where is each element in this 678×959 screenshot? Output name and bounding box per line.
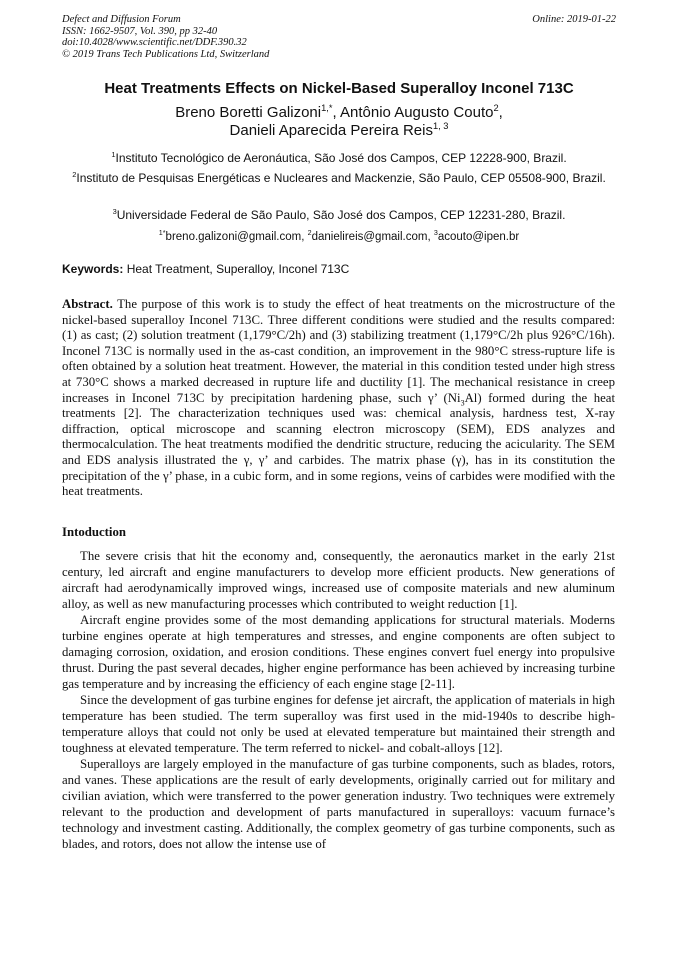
affiliation — [40, 207, 638, 223]
author-sup: 2 — [493, 103, 499, 113]
keywords-text: Heat Treatment, Superalloy, Inconel 713C — [123, 262, 350, 276]
paragraph: Superalloys are largely employed in the manufacture of gas turbine components, such as blades, rotors, and vanes. These applications are the result of early developments, originally carried out for military and civilian aviation, which were transferred to the power generation industry. Two techniques were extremely relevant to the production and development of parts manufactured in superalloys: vacuum furnace’s technology and investment casting. Additionally, the complex geometry of gas turbine components, such as blades, and rotors, does not allow the intense use of — [62, 757, 615, 851]
aff-sup: 3 — [112, 207, 117, 216]
journal-header — [62, 14, 269, 60]
author-sup: 1,* — [321, 103, 333, 113]
email: danielireis@gmail.com, — [311, 231, 434, 243]
aff-text: Instituto de Pesquisas Energéticas e Nucleares and Mackenzie, São Paulo, CEP 05508-900, Brazil. — [76, 171, 606, 185]
separator: , — [332, 104, 340, 121]
abstract — [62, 297, 615, 500]
author-list — [40, 104, 638, 140]
author: Breno Boretti Galizoni — [175, 104, 322, 121]
email-sup: 1* — [158, 229, 166, 238]
author: Antônio Augusto Couto — [340, 104, 494, 121]
emails — [40, 229, 638, 245]
aff-text: Instituto Tecnológico de Aeronáutica, São José dos Campos, CEP 12228-900, Brazil. — [115, 151, 567, 165]
issn: ISSN: 1662-9507, Vol. 390, pp 32-40 — [62, 25, 218, 37]
email-sup: 2 — [307, 229, 312, 238]
paragraph: The severe crisis that hit the economy and, consequently, the aeronautics market in the early 21st century, led aircraft and engine manufacturers to develop more efficient products. New generations of aircraft had aerodynamically improved wings, increased use of composite materials and new aluminum alloy, as well as new manufacturing processes which contributed to weight reduction [1]. — [62, 549, 615, 611]
email: breno.galizoni@gmail.com, — [165, 231, 308, 243]
doi: doi:10.4028/www.scientific.net/DDF.390.32 — [62, 37, 247, 48]
paper-title: Heat Treatments Effects on Nickel-Based Superalloy Inconel 713C — [104, 80, 574, 97]
separator: , — [498, 104, 503, 121]
aff-text: Universidade Federal de São Paulo, São José dos Campos, CEP 12231-280, Brazil. — [116, 208, 566, 222]
copyright: © 2019 Trans Tech Publications Ltd, Switzerland — [62, 48, 270, 60]
introduction-body — [62, 548, 615, 852]
paragraph: Since the development of gas turbine engines for defense jet aircraft, the application of materials in high temperature has been studied. The term superalloy was first used in the mid-1940s to describe high-temperature alloys that could not only be used at elevated temperature but maintained their strength and toughness at elevated temperature. The term referred to nickel- and cobalt-alloys [12]. — [62, 693, 615, 755]
aff-sup: 2 — [72, 170, 77, 179]
subscript: 3 — [460, 398, 465, 408]
affiliation — [70, 170, 608, 186]
journal-name: Defect and Diffusion Forum — [62, 14, 181, 25]
abstract-text: The purpose of this work is to study the effect of heat treatments on the microstructure of the nickel-based superalloy Inconel 713C. Three different conditions were studied and the results compared: (1) as cast; (2) solution treatment (1,179°C/2h) and (3) stabilizing treatment (1,179°C/2h plus 926°C/16h). Inconel 713C is normally used in the as-cast condition, an improvement in the 980°C stress-rupture life is often obtained by a solution heat treatment. However, the material in this condition tested under high stress at 730°C shows a marked decreased in rupture life and ductility [1]. The mechanical resistance in creep increases in Inconel 713C by precipitation hardening phase, such γ’ (Ni — [62, 297, 615, 405]
abstract-label: Abstract. — [62, 297, 113, 311]
email: acouto@ipen.br — [437, 231, 520, 243]
section-heading: Intoduction — [62, 525, 127, 539]
paragraph: Aircraft engine provides some of the most demanding applications for structural materials. Moderns turbine engines operate at high temperatures and stresses, and engine components are often subject to damaging corrosion, oxidation, and erosion conditions. These engines convert fuel energy into propulsive thrust. During the past several decades, higher engine performance has been achieved by increasing turbine gas temperature and by increasing the efficiency of each engine stage [2-11]. — [62, 613, 615, 691]
email-sup: 3 — [433, 229, 438, 238]
author: Danieli Aparecida Pereira Reis — [229, 122, 433, 139]
keywords-label: Keywords: — [62, 262, 124, 276]
keywords — [62, 262, 349, 276]
aff-sup: 1 — [111, 150, 116, 159]
abstract-text: Al) formed during the heat treatments [2]. The characterization techniques used was: chemical analysis, hardness test, X-ray diffraction, optical microscope and scanning electron microscopy (SEM), EDS analyzes and thermocalculation. The heat treatments modified the dendritic structure, reducing the acicularity. The SEM and EDS analysis illustrated the γ, γ’ and carbides. The matrix phase (γ), has in its constitution the precipitation of the γ’ phase, in a cubic form, and in some regions, veins of carbides were modified with the heat treatments. — [62, 390, 616, 499]
affiliation — [40, 150, 638, 166]
online-date: Online: 2019-01-22 — [532, 14, 616, 25]
author-sup: 1, 3 — [432, 121, 449, 131]
